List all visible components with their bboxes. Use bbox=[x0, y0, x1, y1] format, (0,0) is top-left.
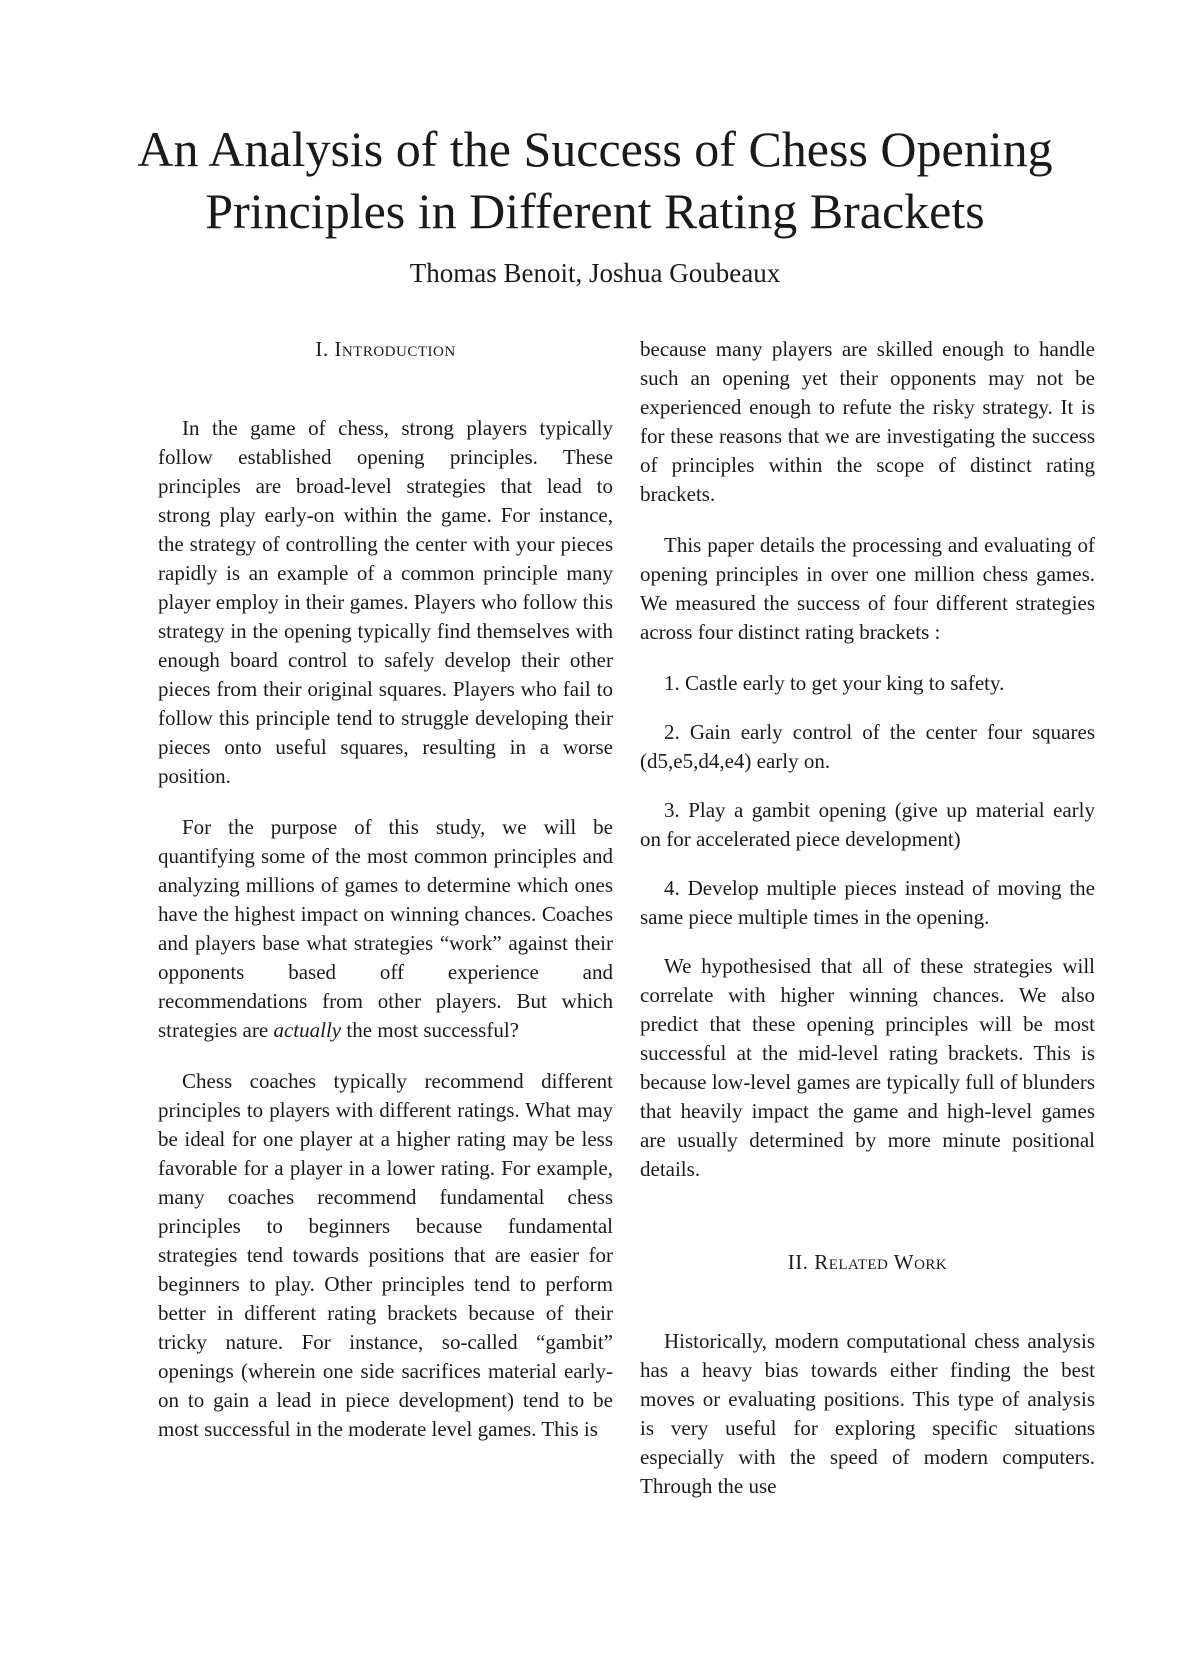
intro-paragraph-2-text-a: For the purpose of this study, we will be quantifying some of the most common principles and analyzing millions of games to determine which ones have the highest impact on winning chances. Coaches and players base what strategies “work” against their opponents based off experience and recommendations from other players. But which strategies are bbox=[158, 815, 613, 1042]
paper-title: An Analysis of the Success of Chess Opening Principles in Different Rating Brackets bbox=[137, 121, 1053, 239]
right-column bbox=[640, 335, 1095, 1523]
related-work-paragraph-1: Historically, modern computational chess analysis has a heavy bias towards either finding the best moves or evaluating positions. This type of analysis is very useful for exploring specific situations especially with the speed of modern computers. Through the use bbox=[640, 1329, 1095, 1498]
section-heading-introduction: I. Introduction bbox=[315, 337, 456, 361]
intro-paragraph-3-continued: because many players are skilled enough to handle such an opening yet their opponents may not be experienced enough to refute the risky strategy. It is for these reasons that we are investigating the success of principles within the scope of distinct rating brackets. bbox=[640, 337, 1095, 506]
intro-paragraph-2-text-b: the most successful? bbox=[341, 1018, 519, 1042]
strategy-list-item: 3. Play a gambit opening (give up material early on for accelerated piece development) bbox=[640, 798, 1095, 851]
intro-paragraph-1: In the game of chess, strong players typically follow established opening principles. These principles are broad-level strategies that lead to strong play early-on within the game. For instance, the strategy of controlling the center with your pieces rapidly is an example of a common principle many player employ in their games. Players who follow this strategy in the opening typically find themselves with enough board control to safely develop their other pieces from their original squares. Players who fail to follow this principle tend to struggle developing their pieces onto useful squares, resulting in a worse position. bbox=[158, 416, 613, 788]
section-heading-related-work: II. Related Work bbox=[787, 1250, 948, 1274]
hypothesis-paragraph: We hypothesised that all of these strategies will correlate with higher winning chances. We also predict that these opening principles will be most successful at the mid-level rating brackets. This is because low-level games are typically full of blunders that heavily impact the game and high-level games are usually determined by more minute positional details. bbox=[640, 954, 1095, 1181]
intro-paragraph-2 bbox=[158, 813, 613, 1045]
intro-paragraph-3: Chess coaches typically recommend different principles to players with different ratings. What may be ideal for one player at a higher rating may be less favorable for a player in a lower rating. For example, many coaches recommend fundamental chess principles to beginners because fundamental strategies tend towards positions that are easier for beginners to play. Other principles tend to perform better in different rating brackets because of their tricky nature. For instance, so-called “gambit” openings (wherein one side sacrifices material early-on to gain a lead in piece development) tend to be most successful in the moderate level games. This is bbox=[158, 1069, 613, 1441]
strategy-list-item: 2. Gain early control of the center four squares (d5,e5,d4,e4) early on. bbox=[640, 720, 1095, 773]
left-column bbox=[158, 335, 613, 1466]
emphasis-actually: actually bbox=[273, 1018, 342, 1042]
intro-paragraph-4: This paper details the processing and evaluating of opening principles in over one million chess games. We measured the success of four different strategies across four distinct rating brackets : bbox=[640, 533, 1095, 644]
strategy-list-item: 1. Castle early to get your king to safety. bbox=[664, 671, 1005, 695]
strategy-list-item: 4. Develop multiple pieces instead of moving the same piece multiple times in the opening. bbox=[640, 876, 1095, 929]
paper-authors: Thomas Benoit, Joshua Goubeaux bbox=[409, 258, 781, 288]
